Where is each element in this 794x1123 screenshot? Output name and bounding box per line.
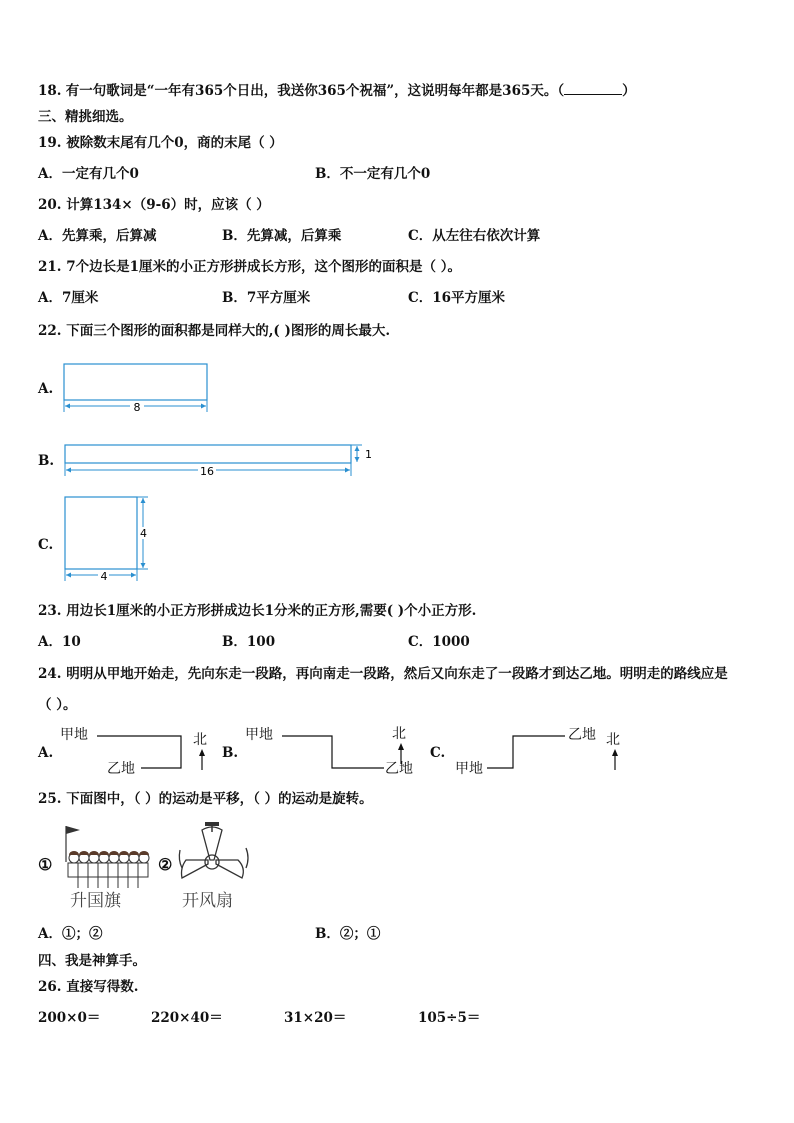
dimension-label: 16 [200, 465, 214, 478]
figure-b-label[interactable]: B. [38, 453, 55, 469]
figure-c-label[interactable]: C. [38, 537, 54, 553]
dimension-label: 8 [133, 401, 141, 414]
figure-a-rectangle [58, 360, 218, 418]
route-a-path [95, 730, 187, 774]
calc-item[interactable]: 105÷5＝ [418, 1010, 481, 1026]
picture-1-caption: 升国旗 [70, 891, 121, 911]
option-a[interactable]: A．一定有几个0 [38, 166, 139, 182]
option-b[interactable]: B．7平方厘米 [222, 290, 311, 306]
question-22 [38, 322, 390, 340]
question-24 [38, 665, 728, 683]
question-25 [38, 790, 373, 808]
north-arrow-icon [196, 748, 208, 772]
dimension-label: 4 [100, 570, 108, 583]
option-b[interactable]: B．100 [222, 634, 276, 650]
option-a[interactable]: A．①；② [38, 926, 103, 942]
question-21 [38, 258, 461, 276]
question-number: 21. [38, 259, 62, 275]
route-c-path [485, 730, 567, 774]
option-c[interactable]: C．1000 [408, 634, 470, 650]
answer-blank[interactable] [564, 82, 622, 95]
route-b-path [280, 730, 390, 774]
question-number: 26. [38, 979, 62, 995]
section-heading-4: 四、我是神算手。 [38, 953, 146, 969]
route-start-label: 甲地 [245, 727, 273, 743]
route-end-label: 乙地 [568, 727, 596, 743]
route-c-label[interactable]: C. [430, 745, 446, 761]
question-18: 18. 有一句歌词是“一年有365个日出，我送你365个祝福”，这说明每年都是365天。（ ） [38, 83, 636, 99]
question-19 [38, 134, 283, 152]
route-end-label: 乙地 [107, 761, 135, 777]
north-label: 北 [193, 732, 207, 748]
question-text: 有一句歌词是“一年有365个日出，我送你365个祝福”，这说明每年都是365天。（ [65, 83, 565, 99]
question-text: 明明从甲地开始走，先向东走一段路，再向南走一段路，然后又向东走了一段路才到达乙地。明明走的路线应是 [66, 666, 728, 682]
question-number: 24. [38, 666, 62, 682]
question-text: 直接写得数. [66, 979, 139, 995]
figure-a-label[interactable]: A. [38, 381, 54, 397]
option-b[interactable]: B．②；① [315, 926, 381, 942]
north-label: 北 [392, 726, 406, 742]
picture-2-mark: ② [158, 855, 173, 874]
option-a[interactable]: A．7厘米 [38, 290, 99, 306]
dimension-label: 4 [140, 527, 147, 540]
option-b[interactable]: B．先算减，后算乘 [222, 228, 342, 244]
question-text: 用边长1厘米的小正方形拼成边长1分米的正方形,需要( )个小正方形. [66, 603, 477, 619]
question-number: 18. [38, 83, 62, 99]
north-arrow-icon [609, 748, 621, 772]
question-text: 下面图中，（ ）的运动是平移，（ ）的运动是旋转。 [66, 791, 373, 807]
route-start-label: 甲地 [455, 761, 483, 777]
question-number: 20. [38, 197, 62, 213]
question-number: 25. [38, 791, 62, 807]
question-text: 被除数末尾有几个0，商的末尾（ ） [66, 135, 283, 151]
figure-c-square [58, 493, 158, 583]
question-24-answer: （ ）。 [38, 697, 77, 713]
question-number: 19. [38, 135, 62, 151]
flag-raising-picture [56, 822, 156, 892]
question-26 [38, 978, 138, 996]
calc-item[interactable]: 220×40＝ [151, 1010, 223, 1026]
question-20 [38, 196, 270, 214]
question-number: 23. [38, 603, 62, 619]
north-label: 北 [606, 732, 620, 748]
option-b[interactable]: B．不一定有几个0 [315, 166, 431, 182]
picture-2-caption: 开风扇 [182, 891, 233, 911]
figure-b-rectangle [58, 440, 378, 484]
option-c[interactable]: C．从左往右依次计算 [408, 228, 541, 244]
calc-item[interactable]: 31×20＝ [284, 1010, 347, 1026]
question-text: 7个边长是1厘米的小正方形拼成长方形，这个图形的面积是（ ）。 [66, 259, 461, 275]
dimension-label: 1 [365, 448, 372, 461]
route-start-label: 甲地 [60, 727, 88, 743]
route-a-label[interactable]: A. [38, 745, 54, 761]
question-text: 下面三个图形的面积都是同样大的,( )图形的周长最大. [66, 323, 391, 339]
option-a[interactable]: A．先算乘，后算减 [38, 228, 157, 244]
route-end-label: 乙地 [385, 761, 413, 777]
route-b-label[interactable]: B. [222, 745, 239, 761]
question-number: 22. [38, 323, 62, 339]
question-23 [38, 602, 476, 620]
calc-item[interactable]: 200×0＝ [38, 1010, 101, 1026]
north-arrow-icon [395, 742, 407, 766]
option-c[interactable]: C．16平方厘米 [408, 290, 506, 306]
section-heading-3: 三、精挑细选。 [38, 109, 133, 125]
question-text: 计算134×（9-6）时，应该（ ） [66, 197, 270, 213]
fan-picture [176, 820, 256, 892]
option-a[interactable]: A．10 [38, 634, 81, 650]
picture-1-mark: ① [38, 855, 53, 874]
